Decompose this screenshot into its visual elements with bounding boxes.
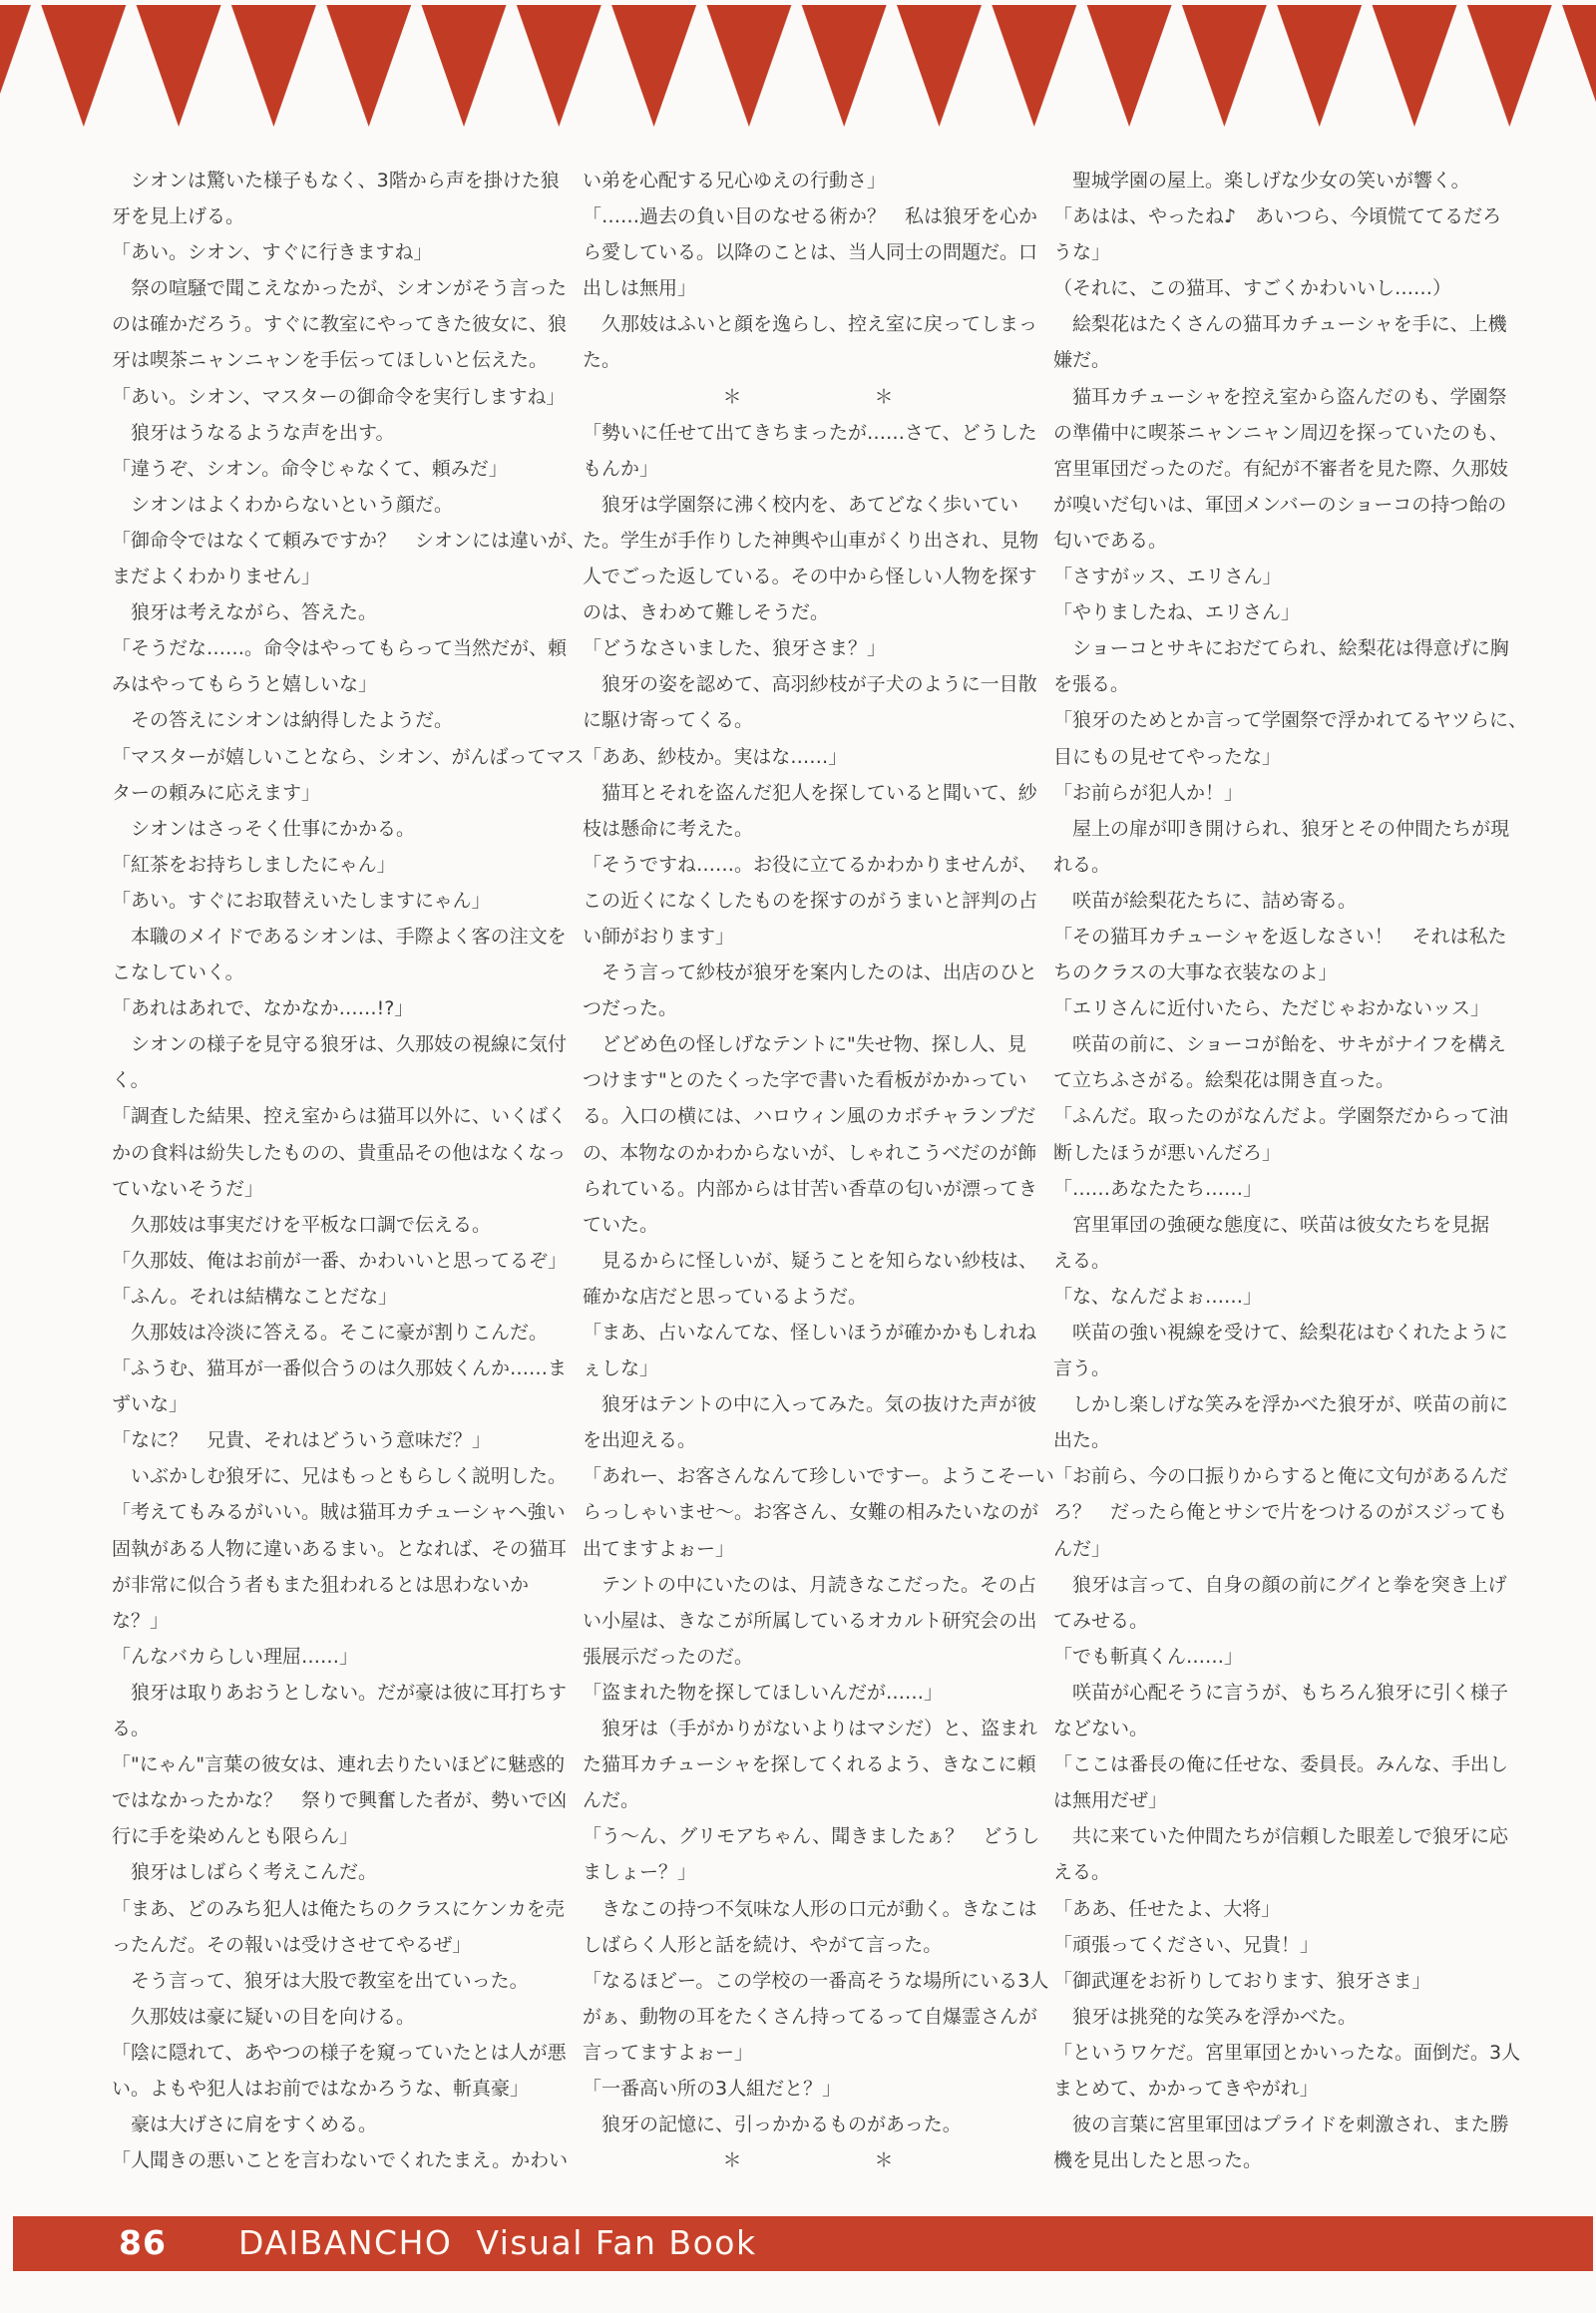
- text-line: 「"にゃん"言葉の彼女は、連れ去りたいほどに魅惑的: [112, 1753, 566, 1776]
- text-line: 人でごった返している。その中から怪しい人物を探す: [583, 566, 1037, 588]
- text-line: そう言って紗枝が狼牙を案内したのは、出店のひと: [583, 962, 1038, 984]
- text-line: その答えにシオンは納得したようだ。: [112, 709, 454, 732]
- text-line: ＊ ＊: [722, 2149, 894, 2172]
- text-line: 狼牙は挑発的な笑みを浮かべた。: [1053, 2005, 1358, 2028]
- text-line: 「ああ、紗枝か。実はな……」: [583, 745, 848, 768]
- text-line: 「御武運をお祈りしております、狼牙さま」: [1053, 1969, 1431, 1992]
- text-line: 「違うぞ、シオン。命令じゃなくて、頼みだ」: [112, 457, 508, 480]
- text-line: い師がおります」: [583, 925, 735, 948]
- text-line: 久那妓はふいと顔を逸らし、控え室に戻ってしまっ: [583, 313, 1038, 336]
- text-line: 目にもの見せてやったな」: [1053, 745, 1282, 768]
- text-line: 言ってますよぉー」: [583, 2041, 754, 2064]
- text-line: 狼牙は（手がかりがないよりはマシだ）と、盗まれ: [583, 1718, 1038, 1740]
- text-line: シオンはよくわからないという顔だ。: [112, 493, 454, 516]
- text-line: 「お前ら、今の口振りからすると俺に文句があるんだ: [1053, 1465, 1509, 1488]
- text-line: 宮里軍団の強硬な態度に、咲苗は彼女たちを見据: [1053, 1213, 1490, 1236]
- text-line: きなこの持つ不気味な人形の口元が動く。きなこは: [583, 1897, 1037, 1920]
- text-line: 久那妓は冷淡に答える。そこに豪が割りこんだ。: [112, 1322, 549, 1344]
- text-line: が嗅いだ匂いは、軍団メンバーのショーコの持つ飴の: [1053, 493, 1507, 516]
- text-line: は無用だぜ」: [1053, 1789, 1168, 1812]
- text-line: 出しは無用」: [583, 277, 697, 300]
- text-line: ったんだ。その報いは受けさせてやるぜ」: [112, 1933, 472, 1956]
- text-line: 「その猫耳カチューシャを返しなさい！ それは私た: [1053, 925, 1507, 948]
- text-line: ていた。: [583, 1213, 659, 1236]
- text-line: しばらく人形と話を続け、やがて言った。: [583, 1933, 943, 1956]
- text-line: などない。: [1053, 1718, 1149, 1740]
- text-line: 「あれはあれで、なかなか……!?」: [112, 997, 414, 1020]
- text-line: 「頑張ってください、兄貴！」: [1053, 1933, 1320, 1956]
- text-line: た。: [583, 349, 621, 372]
- text-line: 彼の言葉に宮里軍団はプライドを刺激され、また勝: [1053, 2114, 1509, 2136]
- text-line: んだ。: [583, 1789, 640, 1812]
- text-line: 固執がある人物に違いあるまい。となれば、その猫耳: [112, 1537, 568, 1560]
- text-line: 「どうなさいました、狼牙さま？」: [583, 637, 887, 660]
- text-line: 久那妓は豪に疑いの目を向ける。: [112, 2005, 416, 2028]
- text-line: んだ」: [1053, 1537, 1111, 1560]
- text-line: 「マスターが嬉しいことなら、シオン、がんばってマス: [112, 745, 585, 768]
- text-line: のは、きわめて難しそうだ。: [583, 601, 830, 624]
- text-line: ちのクラスの大事な衣装なのよ」: [1053, 962, 1338, 984]
- text-line: まとめて、かかってきやがれ」: [1053, 2077, 1319, 2100]
- text-line: 機を見出したと思った。: [1053, 2149, 1263, 2172]
- text-line: ていないそうだ」: [112, 1177, 264, 1200]
- text-line: 久那妓は事実だけを平板な口調で伝える。: [112, 1213, 492, 1236]
- text-line: 絵梨花はたくさんの猫耳カチューシャを手に、上機: [1053, 313, 1507, 336]
- text-line: まだよくわかりません」: [112, 566, 321, 588]
- text-line: 枝は懸命に考えた。: [583, 817, 754, 840]
- text-line: る。入口の横には、ハロウィン風のカボチャランプだ: [583, 1105, 1036, 1128]
- text-line: そう言って、狼牙は大股で教室を出ていった。: [112, 1969, 529, 1992]
- text-line: らっしゃいませ〜。お客さん、女難の相みたいなのが: [583, 1501, 1039, 1524]
- text-line: 「考えてもみるがいい。賊は猫耳カチューシャへ強い: [112, 1501, 566, 1524]
- text-line: 狼牙はしばらく考えこんだ。: [112, 1861, 378, 1884]
- text-line: 「……過去の負い目のなせる術か？ 私は狼牙を心か: [583, 205, 1038, 228]
- text-line: える。: [1053, 1249, 1111, 1272]
- text-line: 「……あなたたち……」: [1053, 1177, 1263, 1200]
- footer-bar: [13, 2216, 1593, 2271]
- text-line: た。学生が手作りした神輿や山車がくり出され、見物: [583, 529, 1039, 552]
- text-line: 狼牙は取りあおうとしない。だが豪は彼に耳打ちす: [112, 1681, 568, 1704]
- text-line: ＊ ＊: [722, 385, 894, 408]
- text-line: こなしていく。: [112, 962, 244, 984]
- text-line: 牙は喫茶ニャンニャンを手伝ってほしいと伝えた。: [112, 349, 549, 372]
- text-line: に駆け寄ってくる。: [583, 709, 754, 732]
- text-line: 「ふんだ。取ったのがなんだよ。学園祭だからって油: [1053, 1105, 1509, 1128]
- text-line: いぶかしむ狼牙に、兄はもっともらしく説明した。: [112, 1465, 568, 1488]
- text-line: な？」: [112, 1609, 170, 1632]
- text-line: 「一番高い所の3人組だと？」: [583, 2077, 842, 2100]
- text-line: 猫耳とそれを盗んだ犯人を探していると聞いて、紗: [583, 781, 1037, 804]
- text-line: 「まあ、占いなんてな、怪しいほうが確かかもしれね: [583, 1322, 1037, 1344]
- text-line: 「な、なんだよぉ……」: [1053, 1285, 1263, 1308]
- text-line: 「調査した結果、控え室からは猫耳以外に、いくばく: [112, 1105, 568, 1128]
- text-line: 「あれー、お客さんなんて珍しいですー。ようこそーい: [583, 1465, 1054, 1488]
- text-line: 「ああ、任せたよ、大将」: [1053, 1897, 1281, 1920]
- text-line: 宮里軍団だったのだ。有紀が不審者を見た際、久那妓: [1053, 457, 1509, 480]
- text-line: ろ？ だったら俺とサシで片をつけるのがスジっても: [1053, 1501, 1508, 1524]
- text-line: 「さすがッス、エリさん」: [1053, 566, 1282, 588]
- text-line: 「御命令ではなくて頼みですか？ シオンには違いが、: [112, 529, 587, 552]
- text-line: かの食料は紛失したものの、貴重品その他はなくなっ: [112, 1141, 567, 1164]
- text-line: る。: [112, 1718, 151, 1740]
- text-line: く。: [112, 1069, 150, 1092]
- text-line: て立ちふさがる。絵梨花は開き直った。: [1053, 1069, 1396, 1092]
- story-column-3: [1053, 163, 1528, 2178]
- text-line: 見るからに怪しいが、疑うことを知らない紗枝は、: [583, 1249, 1038, 1272]
- text-line: い。よもや犯人はお前ではなかろうな、斬真豪」: [112, 2077, 530, 2100]
- text-line: 「やりましたね、エリさん」: [1053, 601, 1301, 624]
- text-line: 「なに？ 兄貴、それはどういう意味だ？」: [112, 1429, 492, 1452]
- text-line: もんか」: [583, 457, 659, 480]
- text-line: 「紅茶をお持ちしましたにゃん」: [112, 853, 396, 876]
- text-line: 「あい。シオン、マスターの御命令を実行しますね」: [112, 385, 566, 408]
- text-line: 「久那妓、俺はお前が一番、かわいいと思ってるぞ」: [112, 1249, 568, 1272]
- text-line: 狼牙の姿を認めて、高羽紗枝が子犬のように一目散: [583, 673, 1037, 696]
- text-line: 張展示だったのだ。: [583, 1645, 754, 1668]
- story-column-2: [583, 163, 1054, 2178]
- text-line: 「あはは、やったね♪ あいつら、今頃慌ててるだろ: [1053, 205, 1502, 228]
- text-line: 狼牙はテントの中に入ってみた。気の抜けた声が彼: [583, 1393, 1037, 1416]
- text-line: 祭の喧騒で聞こえなかったが、シオンがそう言った: [112, 277, 568, 300]
- story-column-1: [112, 163, 587, 2178]
- text-line: この近くになくしたものを探すのがうまいと評判の占: [583, 889, 1038, 912]
- text-line: が非常に似合う者もまた狙われるとは思わないか: [112, 1573, 530, 1596]
- text-line: 「あい。すぐにお取替えいたしますにゃん」: [112, 889, 491, 912]
- text-line: 「んなバカらしい理屈……」: [112, 1645, 359, 1668]
- text-line: シオンの様子を見守る狼牙は、久那妓の視線に気付: [112, 1033, 568, 1056]
- text-line: 「人聞きの悪いことを言わないでくれたまえ。かわい: [112, 2149, 569, 2172]
- pennant-banner: [0, 0, 1596, 140]
- text-line: られている。内部からは甘苦い香草の匂いが漂ってき: [583, 1177, 1038, 1200]
- text-line: ではなかったかな？ 祭りで興奮した者が、勢いで凶: [112, 1789, 568, 1812]
- text-line: 「そうだな……。命令はやってもらって当然だが、頼: [112, 637, 568, 660]
- text-line: 「まあ、どのみち犯人は俺たちのクラスにケンカを売: [112, 1897, 565, 1920]
- text-line: 「う〜ん、グリモアちゃん、聞きましたぁ？ どうし: [583, 1825, 1040, 1848]
- text-line: 出てますよぉー」: [583, 1537, 735, 1560]
- text-line: ショーコとサキにおだてられ、絵梨花は得意げに胸: [1053, 637, 1509, 660]
- text-line: 狼牙はうなるような声を出す。: [112, 421, 395, 444]
- text-line: うな」: [1053, 241, 1111, 264]
- text-line: 「でも斬真くん……」: [1053, 1645, 1244, 1668]
- text-line: 狼牙の記憶に、引っかかるものがあった。: [583, 2114, 962, 2136]
- text-line: い弟を心配する兄心ゆえの行動さ」: [583, 170, 887, 192]
- text-line: 共に来ていた仲間たちが信頼した眼差しで狼牙に応: [1053, 1825, 1509, 1848]
- text-line: 猫耳カチューシャを控え室から盗んだのも、学園祭: [1053, 385, 1507, 408]
- text-line: ずいな」: [112, 1393, 189, 1416]
- text-line: 咲苗の強い視線を受けて、絵梨花はむくれたように: [1053, 1322, 1508, 1344]
- text-line: 本職のメイドであるシオンは、手際よく客の注文を: [112, 925, 567, 948]
- text-line: 聖城学園の屋上。楽しげな少女の笑いが響く。: [1053, 170, 1470, 192]
- text-line: 狼牙は言って、自身の顔の前にグイと拳を突き上げ: [1053, 1573, 1507, 1596]
- text-line: 「ふん。それは結構なことだな」: [112, 1285, 398, 1308]
- text-line: 「なるほどー。この学校の一番高そうな場所にいる3人: [583, 1969, 1049, 1992]
- text-line: い小屋は、きなこが所属しているオカルト研究会の出: [583, 1609, 1037, 1632]
- text-line: （それに、この猫耳、すごくかわいいし……）: [1053, 277, 1452, 300]
- text-line: を張る。: [1053, 673, 1130, 696]
- text-line: 匂いである。: [1053, 529, 1168, 552]
- text-line: 「そうですね……。お役に立てるかわかりませんが、: [583, 853, 1038, 876]
- text-line: える。: [1053, 1861, 1111, 1884]
- text-line: 豪は大げさに肩をすくめる。: [112, 2114, 378, 2136]
- text-line: のは確かだろう。すぐに教室にやってきた彼女に、狼: [112, 313, 568, 336]
- text-line: 嫌だ。: [1053, 349, 1111, 372]
- text-line: を出迎える。: [583, 1429, 697, 1452]
- text-line: 出た。: [1053, 1429, 1111, 1452]
- text-line: 「盗まれた物を探してほしいんだが……」: [583, 1681, 944, 1704]
- text-line: てみせる。: [1053, 1609, 1149, 1632]
- text-line: 「あい。シオン、すぐに行きますね」: [112, 241, 433, 264]
- text-line: 「というワケだ。宮里軍団とかいったな。面倒だ。3人: [1053, 2041, 1521, 2064]
- text-line: ターの頼みに応えます」: [112, 781, 321, 804]
- text-line: れる。: [1053, 853, 1111, 876]
- text-line: 「お前らが犯人か！」: [1053, 781, 1244, 804]
- text-line: 狼牙は考えながら、答えた。: [112, 601, 378, 624]
- text-line: つだった。: [583, 997, 678, 1020]
- text-line: 確かな店だと思っているようだ。: [583, 1285, 868, 1308]
- text-line: 「ここは番長の俺に任せな、委員長。みんな、手出し: [1053, 1753, 1509, 1776]
- story-text: [112, 163, 1528, 2178]
- text-line: 咲苗が心配そうに言うが、もちろん狼牙に引く様子: [1053, 1681, 1509, 1704]
- text-line: シオンは驚いた様子もなく、3階から声を掛けた狼: [112, 170, 560, 192]
- text-line: 牙を見上げる。: [112, 205, 245, 228]
- text-line: テントの中にいたのは、月読きなこだった。その占: [583, 1573, 1037, 1596]
- text-line: た猫耳カチューシャを探してくれるよう、きなこに頼: [583, 1753, 1036, 1776]
- text-line: 咲苗が絵梨花たちに、詰め寄る。: [1053, 889, 1358, 912]
- text-line: みはやってもらうと嬉しいな」: [112, 673, 378, 696]
- book-title: DAIBANCHO Visual Fan Book: [238, 2222, 757, 2262]
- text-line: 断したほうが悪いんだろ」: [1053, 1141, 1282, 1164]
- text-line: 「勢いに任せて出てきちまったが……さて、どうした: [583, 421, 1037, 444]
- text-line: の準備中に喫茶ニャンニャン周辺を探っていたのも、: [1053, 421, 1509, 444]
- text-line: 咲苗の前に、ショーコが飴を、サキがナイフを構え: [1053, 1033, 1506, 1056]
- page-number: 86: [119, 2222, 167, 2262]
- text-line: 「ふうむ、猫耳が一番似合うのは久那妓くんか……ま: [112, 1357, 568, 1380]
- text-line: 屋上の扉が叩き開けられ、狼牙とその仲間たちが現: [1053, 817, 1510, 840]
- text-line: シオンはさっそく仕事にかかる。: [112, 817, 416, 840]
- text-line: 「狼牙のためとか言って学園祭で浮かれてるヤツらに、: [1053, 709, 1528, 732]
- text-line: ぇしな」: [583, 1357, 659, 1380]
- text-line: 狼牙は学園祭に沸く校内を、あてどなく歩いてい: [583, 493, 1019, 516]
- text-line: ましょー？」: [583, 1861, 697, 1884]
- text-line: 行に手を染めんとも限らん」: [112, 1825, 359, 1848]
- text-line: がぁ、動物の耳をたくさん持ってるって自爆霊さんが: [583, 2005, 1038, 2028]
- text-line: 言う。: [1053, 1357, 1111, 1380]
- text-line: しかし楽しげな笑みを浮かべた狼牙が、咲苗の前に: [1053, 1393, 1509, 1416]
- text-line: つけます"とのたくった字で書いた看板がかかってい: [583, 1069, 1027, 1092]
- text-line: の、本物なのかわからないが、しゃれこうべだのが飾: [583, 1141, 1037, 1164]
- text-line: ら愛している。以降のことは、当人同士の問題だ。口: [583, 241, 1038, 264]
- text-line: 「エリさんに近付いたら、ただじゃおかないッス」: [1053, 997, 1490, 1020]
- text-line: どどめ色の怪しげなテントに"失せ物、探し人、見: [583, 1033, 1026, 1056]
- text-line: 「陰に隠れて、あやつの様子を窺っていたとは人が悪: [112, 2041, 567, 2064]
